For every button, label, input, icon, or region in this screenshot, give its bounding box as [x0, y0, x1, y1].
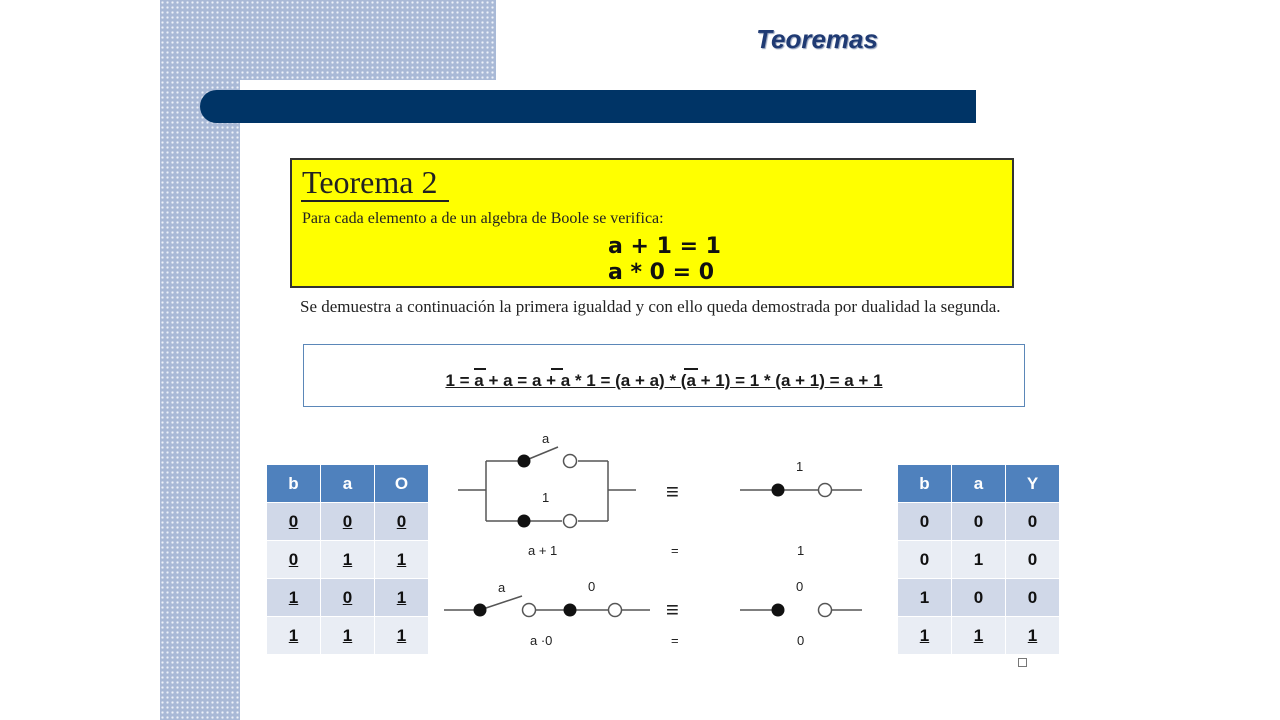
switch-label-1: 1 — [796, 459, 804, 474]
circuit-caption: 0 — [797, 633, 805, 648]
complement-bar-3 — [684, 368, 698, 370]
table-cell: 1 — [1006, 617, 1060, 655]
table-cell: 0 — [898, 541, 952, 579]
switch-contact-open — [819, 604, 832, 617]
table-cell: 1 — [898, 579, 952, 617]
table-cell: 1 — [952, 617, 1006, 655]
proof-formula: 1 = a + a = a + a * 1 = (a + a) * (a + 1) = 1 * (a + 1) = a + 1 — [445, 371, 883, 390]
equivalence-symbol: ≡ — [666, 479, 679, 504]
theorem-description: Para cada elemento a de un algebra de Boole se verifica: — [302, 210, 664, 227]
table-cell: 0 — [321, 503, 375, 541]
switch-contact-open — [564, 455, 577, 468]
complement-bar-2 — [551, 368, 563, 370]
table-cell: 1 — [375, 617, 429, 655]
table-cell: 0 — [1006, 541, 1060, 579]
theorem-equation-1: a + 1 = 1 — [608, 234, 721, 259]
table-header: b — [898, 465, 952, 503]
theorem-heading-underline — [301, 200, 449, 202]
switch-contact-filled — [772, 604, 785, 617]
small-square-marker — [1018, 658, 1027, 667]
table-header: Y — [1006, 465, 1060, 503]
table-cell: 0 — [952, 503, 1006, 541]
table-cell: 1 — [267, 579, 321, 617]
switch-contact-open — [564, 515, 577, 528]
and-truth-table — [897, 464, 1060, 655]
table-header: a — [952, 465, 1006, 503]
table-cell: 0 — [375, 503, 429, 541]
equals-symbol: = — [671, 543, 679, 558]
switch-contact-filled — [518, 455, 531, 468]
switch-circuit-diagram — [440, 425, 880, 655]
table-cell: 0 — [898, 503, 952, 541]
parallel-circuit — [458, 447, 636, 521]
table-header: O — [375, 465, 429, 503]
switch-contact-filled — [564, 604, 577, 617]
switch-contact-open — [609, 604, 622, 617]
equivalence-symbol: ≡ — [666, 597, 679, 622]
circuit-caption: a + 1 — [528, 543, 558, 558]
table-cell: 0 — [321, 579, 375, 617]
table-cell: 1 — [267, 617, 321, 655]
theorem-equation-2: a * 0 = 0 — [608, 260, 715, 285]
table-cell: 0 — [952, 579, 1006, 617]
switch-label-a: a — [542, 431, 550, 446]
table-cell: 0 — [267, 541, 321, 579]
switch-contact-open — [819, 484, 832, 497]
circuit-caption: 1 — [797, 543, 805, 558]
table-cell: 0 — [267, 503, 321, 541]
slide-title: Teoremas — [756, 24, 878, 54]
formula-box — [303, 344, 1025, 407]
theorem-box — [290, 158, 1014, 288]
table-cell: 1 — [952, 541, 1006, 579]
switch-contact-filled — [474, 604, 487, 617]
switch-label-0: 0 — [588, 579, 596, 594]
switch-label-0: 0 — [796, 579, 804, 594]
theorem-heading: Teorema 2 — [302, 164, 438, 200]
switch-contact-open — [523, 604, 536, 617]
table-cell: 1 — [898, 617, 952, 655]
switch-contact-filled — [518, 515, 531, 528]
switch-label-1: 1 — [542, 490, 550, 505]
top-pattern-block — [160, 0, 496, 80]
header-band — [200, 90, 976, 123]
equals-symbol: = — [671, 633, 679, 648]
switch-label-a: a — [498, 580, 506, 595]
complement-bar-1 — [474, 368, 486, 370]
circuit-caption: a ·0 — [530, 633, 553, 648]
table-cell: 1 — [375, 541, 429, 579]
table-cell: 1 — [321, 541, 375, 579]
table-header: a — [321, 465, 375, 503]
table-cell: 0 — [1006, 579, 1060, 617]
table-cell: 1 — [375, 579, 429, 617]
table-header: b — [267, 465, 321, 503]
or-truth-table — [266, 464, 429, 655]
switch-contact-filled — [772, 484, 785, 497]
table-cell: 1 — [321, 617, 375, 655]
table-cell: 0 — [1006, 503, 1060, 541]
demonstration-text: Se demuestra a continuación la primera igualdad y con ello queda demostrada por dualidad la segunda. — [300, 297, 1001, 316]
